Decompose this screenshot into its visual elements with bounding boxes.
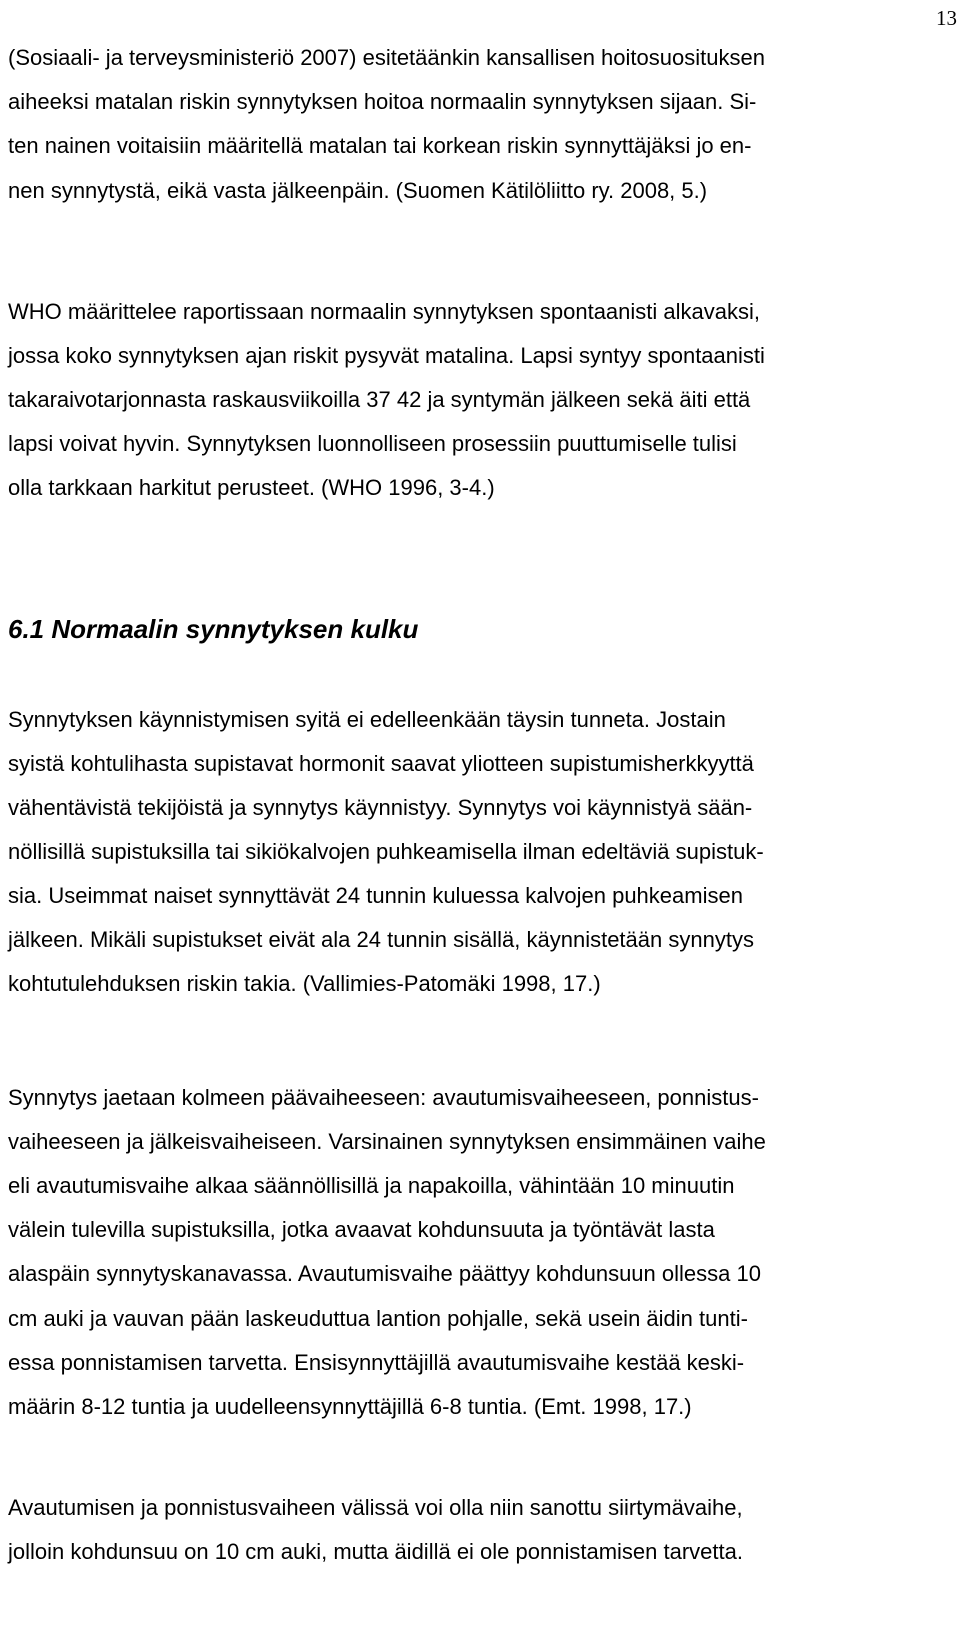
text-line: kohtutulehduksen riskin takia. (Vallimies-Patomäki 1998, 17.) xyxy=(8,971,601,996)
text-line: olla tarkkaan harkitut perusteet. (WHO 1996, 3-4.) xyxy=(8,475,495,500)
text-line: jossa koko synnytyksen ajan riskit pysyvät matalina. Lapsi syntyy spontaanisti xyxy=(8,343,765,368)
text-line: sia. Useimmat naiset synnyttävät 24 tunnin kuluessa kalvojen puhkeamisen xyxy=(8,883,743,908)
text-line: takaraivotarjonnasta raskausviikoilla 37 42 ja syntymän jälkeen sekä äiti että xyxy=(8,387,751,412)
text-line: ten nainen voitaisiin määritellä matalan tai korkean riskin synnyttäjäksi jo en- xyxy=(8,133,752,158)
text-line: jolloin kohdunsuu on 10 cm auki, mutta äidillä ei ole ponnistamisen tarvetta. xyxy=(8,1539,743,1564)
text-line: vähentävistä tekijöistä ja synnytys käynnistyy. Synnytys voi käynnistyä sään- xyxy=(8,795,753,820)
text-line: essa ponnistamisen tarvetta. Ensisynnyttäjillä avautumisvaihe kestää keski- xyxy=(8,1350,745,1375)
text-line: cm auki ja vauvan pään laskeuduttua lantion pohjalle, sekä usein äidin tunti- xyxy=(8,1306,748,1331)
text-line: Avautumisen ja ponnistusvaiheen välissä voi olla niin sanottu siirtymävaihe, xyxy=(8,1495,743,1520)
text-line: jälkeen. Mikäli supistukset eivät ala 24 tunnin sisällä, käynnistetään synnytys xyxy=(8,927,754,952)
page-number: 13 xyxy=(936,6,957,30)
text-line: vaiheeseen ja jälkeisvaiheiseen. Varsinainen synnytyksen ensimmäinen vaihe xyxy=(8,1129,766,1154)
text-line: alaspäin synnytyskanavassa. Avautumisvaihe päättyy kohdunsuun ollessa 10 xyxy=(8,1261,761,1286)
text-line: Synnytys jaetaan kolmeen päävaiheeseen: avautumisvaiheeseen, ponnistus- xyxy=(8,1085,759,1110)
text-line: aiheeksi matalan riskin synnytyksen hoitoa normaalin synnytyksen sijaan. Si- xyxy=(8,89,757,114)
text-line: nöllisillä supistuksilla tai sikiökalvojen puhkeamisella ilman edeltäviä supistuk- xyxy=(8,839,764,864)
text-line: Synnytyksen käynnistymisen syitä ei edelleenkään täysin tunneta. Jostain xyxy=(8,707,726,732)
text-line: välein tulevilla supistuksilla, jotka avaavat kohdunsuuta ja työntävät lasta xyxy=(8,1217,715,1242)
text-line: (Sosiaali- ja terveysministeriö 2007) esitetäänkin kansallisen hoitosuosituksen xyxy=(8,45,765,70)
text-line: syistä kohtulihasta supistavat hormonit saavat yliotteen supistumisherkkyyttä xyxy=(8,751,754,776)
text-line: nen synnytystä, eikä vasta jälkeenpäin. (Suomen Kätilöliitto ry. 2008, 5.) xyxy=(8,178,708,203)
text-line: eli avautumisvaihe alkaa säännöllisillä ja napakoilla, vähintään 10 minuutin xyxy=(8,1173,735,1198)
text-line: WHO määrittelee raportissaan normaalin synnytyksen spontaanisti alkavaksi, xyxy=(8,299,760,324)
text-line: lapsi voivat hyvin. Synnytyksen luonnolliseen prosessiin puuttumiselle tulisi xyxy=(8,431,737,456)
section-heading: 6.1 Normaalin synnytyksen kulku xyxy=(8,614,419,644)
text-line: määrin 8-12 tuntia ja uudelleensynnyttäjillä 6-8 tuntia. (Emt. 1998, 17.) xyxy=(8,1394,692,1419)
